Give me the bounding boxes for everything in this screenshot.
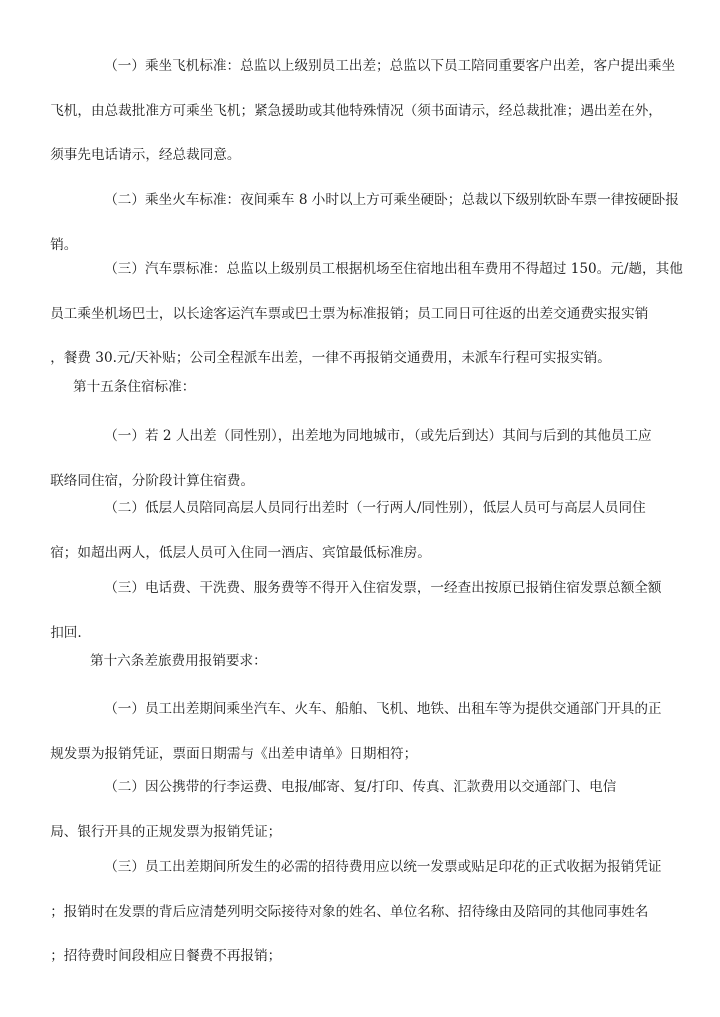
text-line: 员工乘坐机场巴士，以长途客运汽车票或巴士票为标准报销；员工同日可往返的出差交通费实报实销 bbox=[50, 305, 649, 322]
text-line: ；报销时在发票的背后应清楚列明交际接待对象的姓名、单位名称、招待缘由及陪同的其他同事姓名 bbox=[50, 903, 649, 920]
paragraph-lodging-2 bbox=[50, 486, 687, 575]
text-line: （二）因公携带的行李运费、电报/邮寄、复/打印、传真、汇款费用以交通部门、电信 bbox=[104, 779, 617, 795]
text-line: 宿；如超出两人，低层人员可入住同一酒店、宾馆最低标准房。 bbox=[50, 544, 431, 561]
text-line: 销。 bbox=[50, 236, 78, 253]
article-15-heading bbox=[50, 365, 710, 410]
text-line: （一）乘坐飞机标准：总监以上级别员工出差；总监以下员工陪同重要客户出差，客户提出乘坐 bbox=[104, 58, 676, 74]
text-line: 飞机，由总裁批准方可乘坐飞机；紧急援助或其他特殊情况（须书面请示，经总裁批准；遇出差在外， bbox=[50, 102, 662, 119]
text-line: （三）汽车票标准：总监以上级别员工根据机场至住宿地出租车费用不得超过 150。元/趟，其他 bbox=[104, 261, 683, 277]
heading-text: 第十六条差旅费用报销要求： bbox=[90, 653, 267, 669]
paragraph-reimburse-1 bbox=[50, 687, 687, 776]
text-line: ，餐费 30.元/天补贴；公司全程派车出差，一律不再报销交通费用，未派车行程可实报实销。 bbox=[50, 350, 611, 367]
text-line: （一）员工出差期间乘坐汽车、火车、船舶、飞机、地铁、出租车等为提供交通部门开具的正 bbox=[104, 701, 662, 717]
text-line: （三）电话费、干洗费、服务费等不得开入住宿发票，一经查出按原已报销住宿发票总额全额 bbox=[104, 580, 662, 596]
paragraph-reimburse-3 bbox=[50, 845, 687, 979]
text-line: （二）乘坐火车标准：夜间乘车 8 小时以上方可乘坐硬卧；总裁以下级别软卧车票一律按硬卧报 bbox=[104, 192, 679, 208]
text-line: 局、银行开具的正规发票为报销凭证； bbox=[50, 823, 282, 840]
paragraph-reimburse-2 bbox=[50, 765, 687, 854]
text-line: （二）低层人员陪同高层人员同行出差时（一行两人/同性别），低层人员可与高层人员同住 bbox=[104, 500, 646, 516]
paragraph-flight-standard bbox=[50, 44, 687, 178]
text-line: 须事先电话请示，经总裁同意。 bbox=[50, 147, 241, 164]
text-line: 联络同住宿，分阶段计算住宿费。 bbox=[50, 472, 255, 489]
paragraph-bus-standard bbox=[50, 247, 687, 381]
text-line: （一）若 2 人出差（同性别），出差地为同地城市，（或先后到达）其间与后到的其他员工应 bbox=[104, 428, 652, 444]
text-line: （三）员工出差期间所发生的必需的招待费用应以统一发票或贴足印花的正式收据为报销凭证 bbox=[104, 859, 662, 875]
heading-text: 第十五条住宿标准： bbox=[73, 379, 196, 395]
text-line: 规发票为报销凭证，票面日期需与《出差申请单》日期相符； bbox=[50, 745, 418, 762]
text-line: 扣回. bbox=[50, 624, 82, 641]
text-line: ；招待费时间段相应日餐费不再报销； bbox=[50, 948, 282, 965]
article-16-heading bbox=[50, 639, 720, 684]
